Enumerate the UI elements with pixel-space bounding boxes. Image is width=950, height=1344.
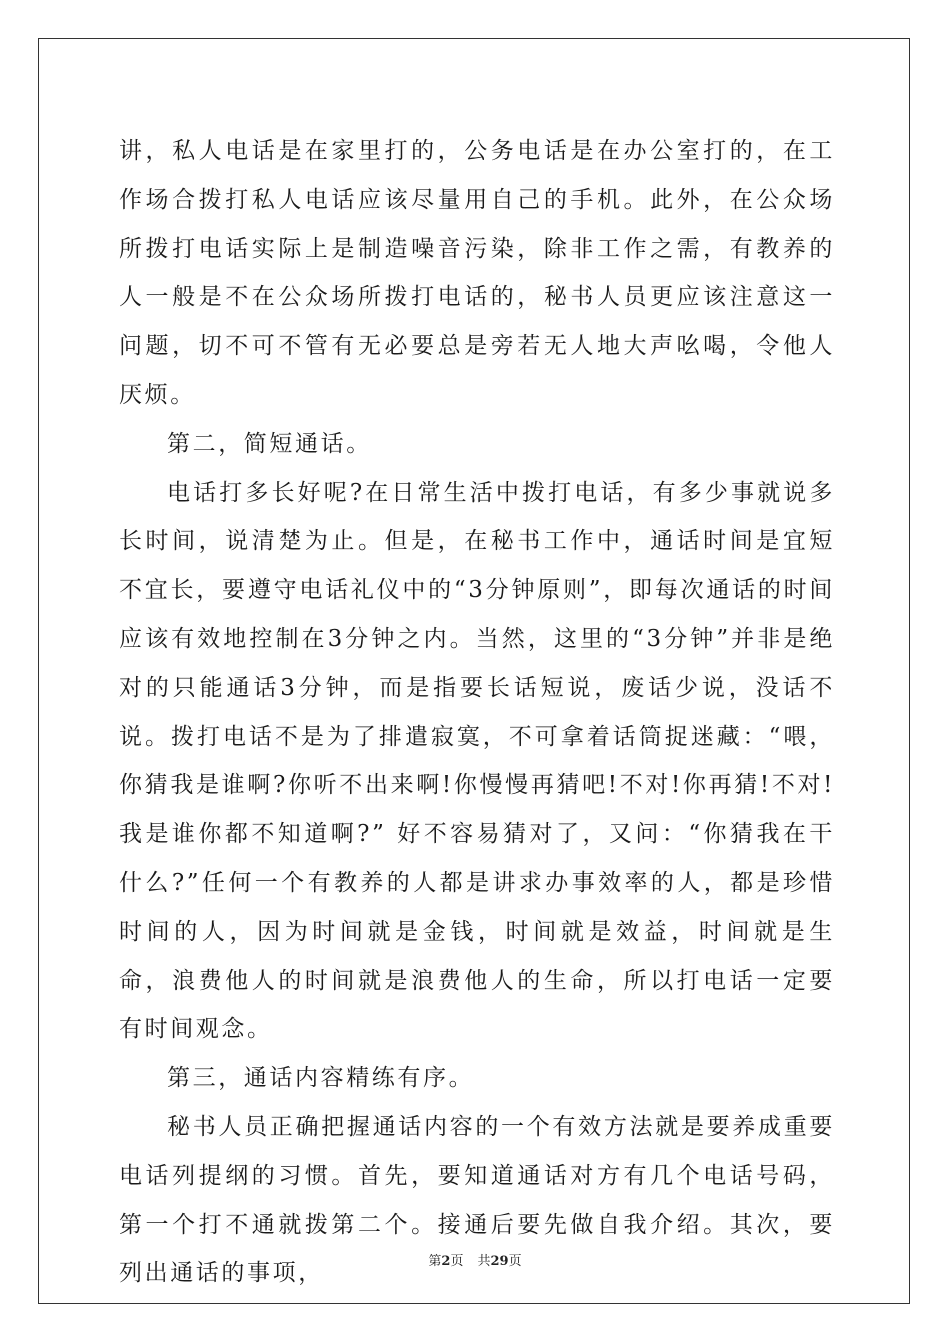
total-suffix: 页 (508, 1254, 522, 1269)
paragraph-call-content: 秘书人员正确把握通话内容的一个有效方法就是要养成重要电话列提纲的习惯。首先，要知道通话对方有几个电话号码，第一个打不通就拨第二个。接通后要先做自我介绍。其次，要列出通话的事项， (119, 1113, 835, 1287)
page-total-number: 29 (490, 1254, 509, 1269)
page-prefix: 第 (428, 1254, 442, 1269)
page-footer (0, 1250, 950, 1269)
document-body (119, 127, 835, 1298)
section-heading-third: 第三，通话内容精练有序。 (167, 1065, 475, 1092)
paragraph-continuation: 讲，私人电话是在家里打的，公务电话是在办公室打的，在工作场合拨打私人电话应该尽量用自己的手机。此外，在公众场所拨打电话实际上是制造噪音污染，除非工作之需，有教养的人一般是不在公众场所拨打电话的，秘书人员更应该注意这一问题，切不可不管有无必要总是旁若无人地大声吆喝，令他人厌烦。 (119, 138, 835, 408)
paragraph-call-duration: 电话打多长好呢?在日常生活中拨打电话，有多少事就说多长时间，说清楚为止。但是，在秘书工作中，通话时间是宜短不宜长，要遵守电话礼仪中的“3分钟原则”，即每次通话的时间应该有效地控制在3分钟之内。当然，这里的“3分钟”并非是绝对的只能通话3分钟，而是指要长话短说，废话少说，没话不说。拨打电话不是为了排遣寂寞，不可拿着话筒捉迷藏：“喂，你猜我是谁啊?你听不出来啊!你慢慢再猜吧!不对!你再猜!不对!我是谁你都不知道啊?” 好不容易猜对了，又问：“你猜我在干什么?”任何一个有教养的人都是讲求办事效率的人，都是珍惜时间的人，因为时间就是金钱，时间就是效益，时间就是生命，浪费他人的时间就是浪费他人的生命，所以打电话一定要有时间观念。 (119, 479, 835, 1043)
page-current-number: 2 (441, 1254, 451, 1269)
page-suffix: 页 (450, 1254, 464, 1269)
total-prefix: 共 (477, 1254, 491, 1269)
section-heading-second: 第二，简短通话。 (167, 430, 372, 457)
